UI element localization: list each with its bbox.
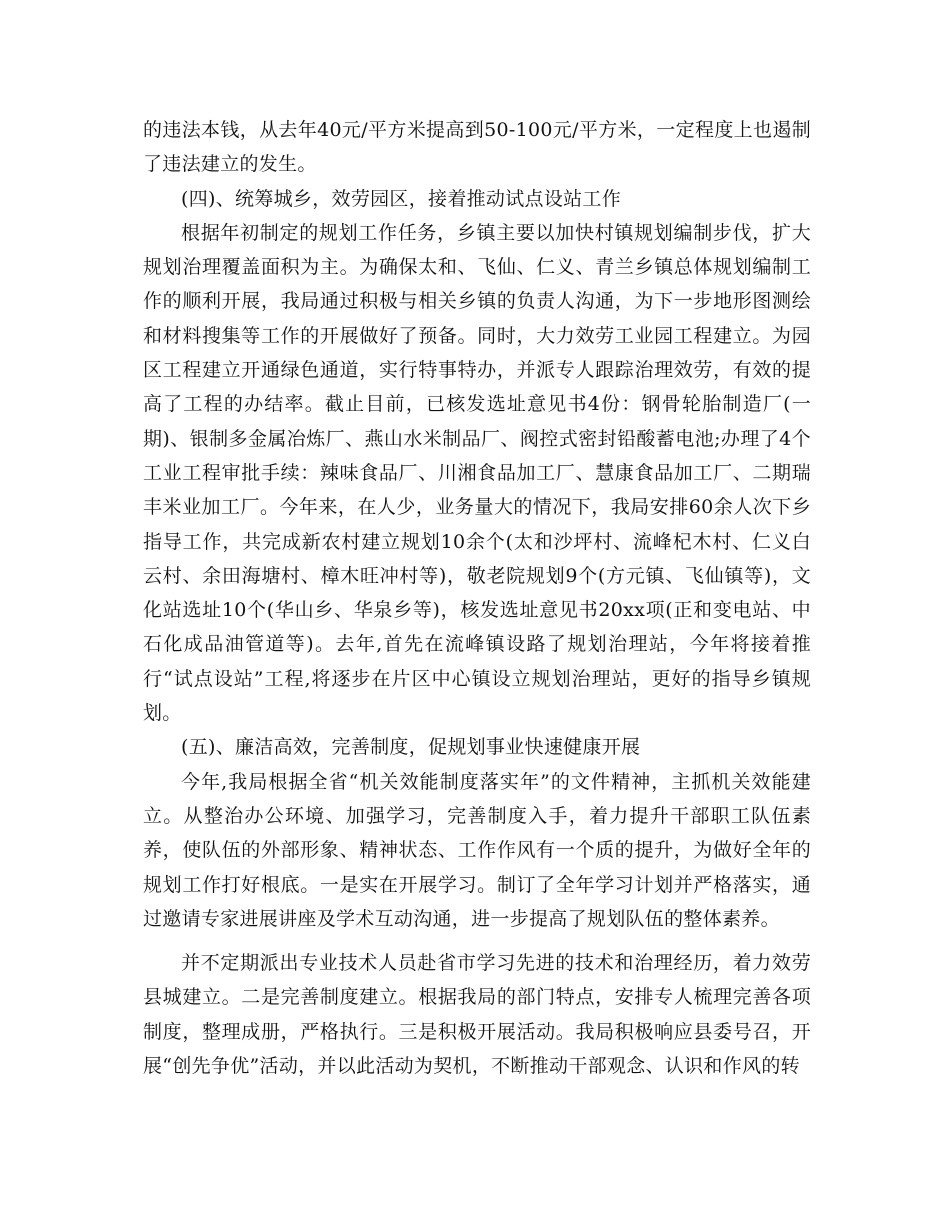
section-heading-5: (五)、廉洁高效，完善制度，促规划事业快速健康开展 <box>181 736 641 759</box>
paragraph-section-4-body: 根据年初制定的规划工作任务，乡镇主要以加快村镇规划编制步伐，扩大规划治理覆盖面积为主。为确保太和、飞仙、仁义、青兰乡镇总体规划编制工作的顺利开展，我局通过积极与相关乡镇的负责人沟通，为下一步地形图测绘和材料搜集等工作的开展做好了预备。同时，大力效劳工业园工程建立。为园区工程建立开通绿色通道，实行特事特办，并派专人跟踪治理效劳，有效的提高了工程的办结率。截止目前，已核发选址意见书4份：钢骨轮胎制造厂(一期)、银制多金属冶炼厂、燕山水米制品厂、阀控式密封铅酸蓄电池;办理了4个工业工程审批手续：辣味食品厂、川湘食品加工厂、慧康食品加工厂、二期瑞丰米业加工厂。今年来，在人少，业务量大的情况下，我局安排60余人次下乡指导工作，共完成新农村建立规划10余个(太和沙坪村、流峰杞木村、仁义白云村、余田海塘村、樟木旺冲村等)，敬老院规划9个(方元镇、飞仙镇等)，文化站选址10个(华山乡、华泉乡等)，核发选址意见书20xx项(正和变电站、中石化成品油管道等)。去年,首先在流峰镇设路了规划治理站，今年将接着推行“试点设站”工程,将逐步在片区中心镇设立规划治理站，更好的指导乡镇规划。 <box>143 221 811 725</box>
paragraph-section-5-body: 今年,我局根据全省“机关效能制度落实年”的文件精神，主抓机关效能建立。从整治办公环境、加强学习，完善制度入手，着力提升干部职工队伍素养，使队伍的外部形象、精神状态、工作作风有一个质的提升，为做好全年的规划工作打好根底。一是实在开展学习。制订了全年学习计划并严格落实，通过邀请专家进展讲座及学术互动沟通，进一步提高了规划队伍的整体素养。 <box>143 770 811 930</box>
section-heading-4: (四)、统筹城乡，效劳园区，接着推动试点设站工作 <box>181 187 622 210</box>
document-body <box>143 113 811 1083</box>
paragraph-section-5-continued: 并不定期派出专业技术人员赴省市学习先进的技术和治理经历，着力效劳县城建立。二是完善制度建立。根据我局的部门特点，安排专人梳理完善各项制度，整理成册，严格执行。三是积极开展活动。我局积极响应县委号召，开展“创先争优”活动，并以此活动为契机，不断推动干部观念、认识和作风的转 <box>143 952 811 1078</box>
paragraph-continuation: 的违法本钱，从去年40元/平方米提高到50-100元/平方米，一定程度上也遏制了违法建立的发生。 <box>143 119 811 176</box>
